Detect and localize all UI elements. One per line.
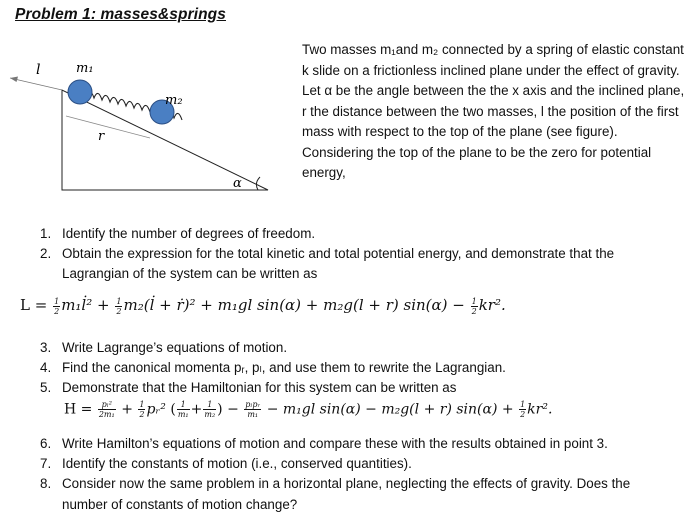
lagrangian-formula: L = $\frac{1}{2}$ m₁l̇² + $\frac{1}{2}$ m₂(l̇ + ṙ)² + m₁gl sin(α) + m₂g(l + r) sin(α) − $\frac{1}{2}$ kr².: [20, 296, 506, 316]
half-fraction: $\frac{1}{2}$: [139, 400, 145, 419]
pl-fraction: $\frac{\text{pₗ²}}{\text{2m₁}}$: [98, 400, 115, 419]
label-alpha: α: [233, 176, 242, 191]
question-list-b: [40, 338, 506, 399]
list-item: 8. Consider now the same problem in a horizontal plane, neglecting the effects of gravity. Does the number of constants of motion change?: [40, 476, 631, 512]
half-fraction: $\frac{1}{2}$: [54, 296, 60, 316]
plpr-fraction: $\frac{\text{pₗpᵣ}}{\text{m₁}}$: [245, 400, 261, 419]
mass-1: [68, 80, 92, 104]
l-arrow: [10, 78, 62, 90]
list-item: 3. Write Lagrange’s equations of motion.: [40, 340, 288, 355]
list-item: 2. Obtain the expression for the total kinetic and total potential energy, and demonstrate that the Lagrangian of the system can be written as: [40, 246, 615, 282]
inclined-plane-figure: [0, 38, 300, 198]
hamiltonian-formula: H = $\frac{\text{pₗ²}}{\text{2m₁}}$ + $\frac{1}{2}$ pᵣ² ( $\frac{1}{\text{m₁}}$ + $\frac{1}{\text{m₂}}$ ) − $\frac{\text{pₗpᵣ}}{\text{m₁}}$ − m₁gl sin(α) − m₂g(l + r) sin(α) + $\frac{1}{2}$ kr².: [64, 400, 553, 419]
list-item: 1. Identify the number of degrees of freedom.: [40, 226, 316, 241]
list-item: 6. Write Hamilton’s equations of motion and compare these with the results obtained in point 3.: [40, 436, 608, 451]
inv-m2-fraction: $\frac{1}{\text{m₂}}$: [204, 400, 216, 419]
list-item: 5. Demonstrate that the Hamiltonian for this system can be written as: [40, 380, 457, 396]
half-fraction: $\frac{1}{2}$: [471, 296, 477, 316]
problem-title: Problem 1: masses&springs: [15, 6, 226, 23]
label-m1: m₁: [76, 61, 94, 76]
inv-m1-fraction: $\frac{1}{\text{m₁}}$: [177, 400, 189, 419]
half-fraction: $\frac{1}{2}$: [116, 296, 122, 316]
list-item: 7. Identify the constants of motion (i.e., conserved quantities).: [40, 456, 412, 472]
question-list-a: [40, 224, 682, 285]
label-l: l: [36, 62, 41, 78]
question-list-c: [40, 434, 662, 515]
list-item: 4. Find the canonical momenta pᵣ, pₗ, and use them to rewrite the Lagrangian.: [40, 360, 506, 376]
half-fraction: $\frac{1}{2}$: [520, 400, 526, 419]
label-m2: m₂: [165, 93, 183, 108]
label-r: r: [98, 129, 105, 144]
l-arrow-head: [10, 77, 18, 83]
problem-description: Two masses m₁and m₂ connected by a spring of elastic constant k slide on a frictionless inclined plane under the effect of gravity. Let α be the angle between the the x axis and the inclined plane, r the distance between the two masses, l the position of the first mass with respect to the top of the plane (see figure). Considering the top of the plane to be the zero for potential energy,: [302, 42, 685, 180]
